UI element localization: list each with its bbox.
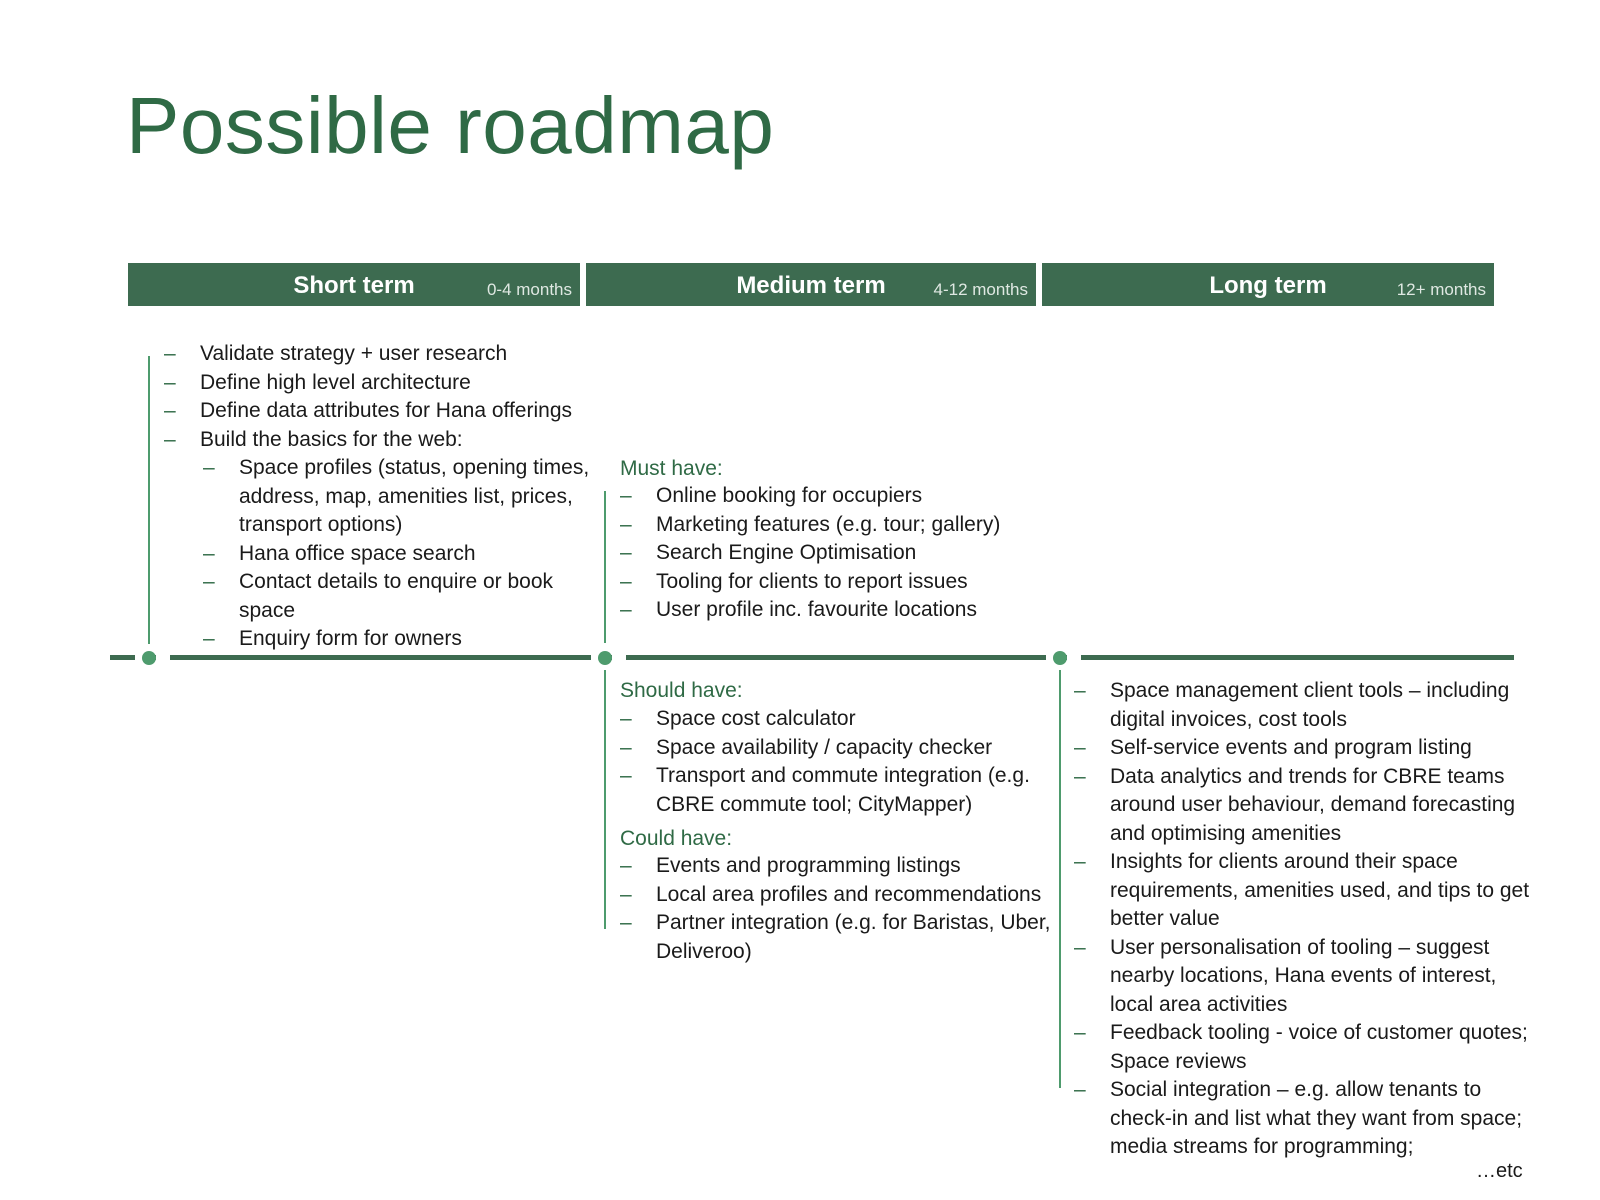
phase-range: 4-12 months	[933, 280, 1028, 299]
should-have-list	[620, 705, 1060, 819]
list-item: – Build the basics for the web:	[164, 426, 604, 455]
phase-range: 0-4 months	[486, 280, 572, 299]
list-item: – Validate strategy + user research	[164, 340, 604, 369]
sub-list-item: – Space profiles (status, opening times, address, map, amenities list, prices, transport options)	[203, 454, 604, 540]
sub-list-item: – Enquiry form for owners	[203, 625, 604, 654]
timeline-axis	[110, 655, 1514, 660]
list-item: – Self-service events and program listing	[1074, 734, 1530, 763]
medium-term-upper-connector	[604, 491, 606, 643]
timeline-gap	[1067, 653, 1081, 662]
sub-list-item: – Contact details to enquire or book space	[203, 568, 604, 625]
phase-bar-short-term	[128, 263, 580, 306]
long-term-list	[1074, 677, 1530, 1162]
should-have-heading: Should have:	[620, 679, 743, 702]
short-term-connector	[148, 356, 150, 644]
sub-list-item: – Hana office space search	[203, 540, 604, 569]
list-item: – Marketing features (e.g. tour; gallery)	[620, 511, 1060, 540]
must-have-list	[620, 482, 1060, 625]
list-item: – Local area profiles and recommendations	[620, 881, 1060, 910]
list-item: – Events and programming listings	[620, 852, 1060, 881]
list-item: – User personalisation of tooling – suggest nearby locations, Hana events of interest, local area activities	[1074, 934, 1530, 1020]
phase-bar-medium-term	[586, 263, 1036, 306]
phase-name: Long term	[1209, 272, 1327, 299]
timeline-gap	[612, 653, 626, 662]
must-have-heading: Must have:	[620, 457, 723, 480]
list-item: – Social integration – e.g. allow tenants to check-in and list what they want from space; media streams for programming;	[1074, 1076, 1530, 1162]
list-item: – Tooling for clients to report issues	[620, 568, 1060, 597]
list-item: – Space management client tools – including digital invoices, cost tools	[1074, 677, 1530, 734]
timeline-marker-long-term	[1053, 651, 1067, 665]
list-item: – Data analytics and trends for CBRE teams around user behaviour, demand forecasting and optimising amenities	[1074, 763, 1530, 849]
etc-note: …etc	[1476, 1160, 1523, 1182]
page-title: Possible roadmap	[126, 81, 775, 170]
list-item: – Partner integration (e.g. for Baristas, Uber, Deliveroo)	[620, 909, 1060, 966]
phase-name: Short term	[293, 272, 415, 299]
list-item: – Transport and commute integration (e.g. CBRE commute tool; CityMapper)	[620, 762, 1060, 819]
medium-term-lower-connector	[604, 670, 606, 929]
list-item: – Space availability / capacity checker	[620, 734, 1060, 763]
timeline-gap	[156, 653, 170, 662]
list-item: – Define data attributes for Hana offerings	[164, 397, 604, 426]
list-item: – Online booking for occupiers	[620, 482, 1060, 511]
phase-range: 12+ months	[1396, 280, 1486, 299]
list-item: – Feedback tooling - voice of customer quotes; Space reviews	[1074, 1019, 1530, 1076]
timeline-marker-short-term	[142, 651, 156, 665]
short-term-list	[164, 340, 604, 654]
list-item: – Define high level architecture	[164, 369, 604, 398]
phase-name: Medium term	[736, 272, 886, 299]
list-item: – Search Engine Optimisation	[620, 539, 1060, 568]
phase-bar-long-term	[1042, 263, 1494, 306]
list-item: – Space cost calculator	[620, 705, 1060, 734]
list-item: – Insights for clients around their space requirements, amenities used, and tips to get better value	[1074, 848, 1530, 934]
list-item: – User profile inc. favourite locations	[620, 596, 1060, 625]
could-have-heading: Could have:	[620, 827, 733, 850]
could-have-list	[620, 852, 1060, 966]
